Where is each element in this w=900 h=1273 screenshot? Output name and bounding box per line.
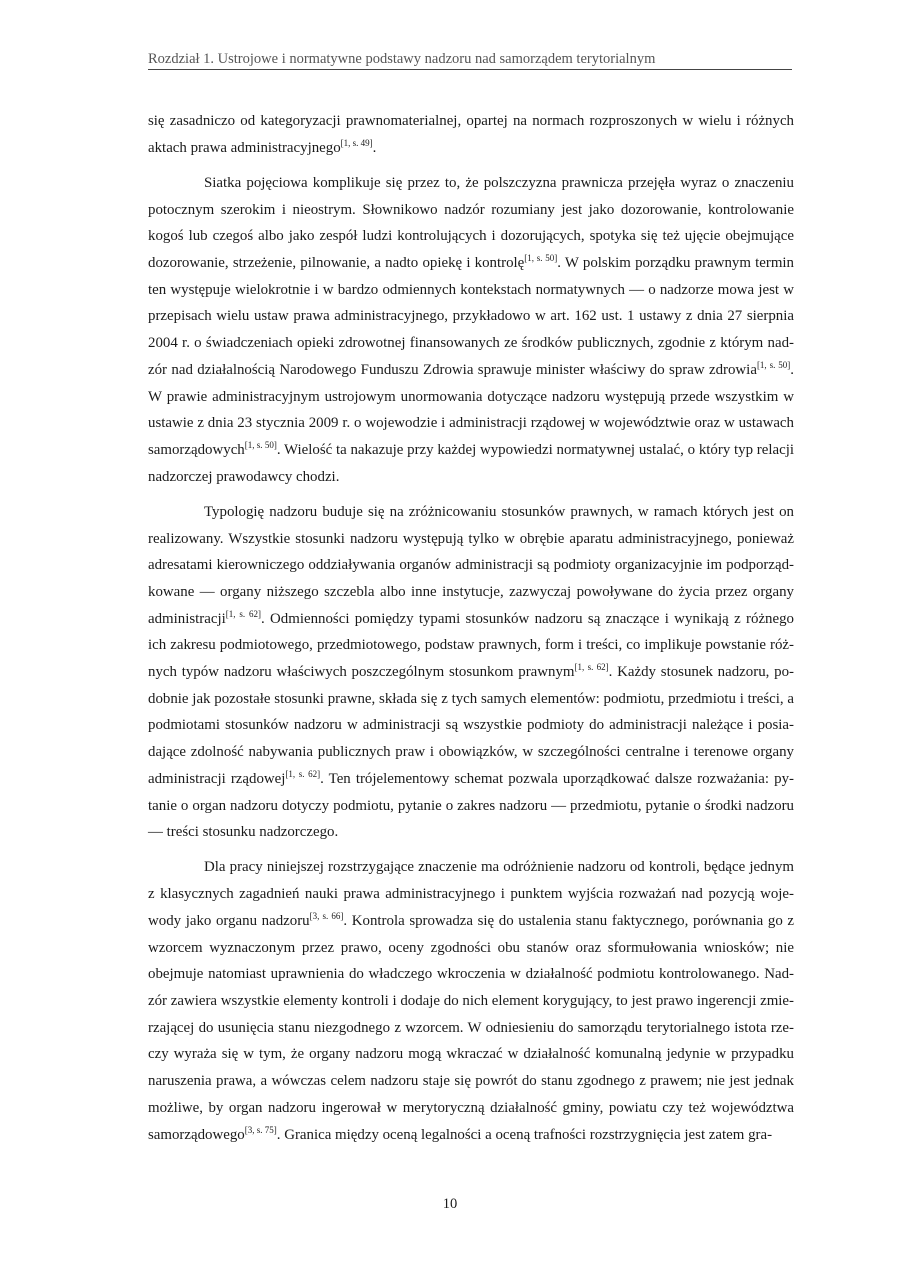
citation: [1, s. 49] (340, 137, 373, 148)
text-segment: . W prawie administracyjnym ustrojowym unormowania dotyczące nadzoru występują przede wszystkim w ustawie z dnia 23 stycznia 2009 r. o wojewodzie i administracji rządowej w województwie oraz w ustawach samorządowych (148, 361, 794, 458)
citation: [1, s. 50] (244, 439, 277, 450)
citation: [1, s. 50] (756, 359, 791, 370)
header-rule (148, 69, 792, 70)
citation: [1, s. 50] (524, 253, 558, 264)
text-segment: . Ten trójelementowy schemat pozwala uporządkować dalsze rozważania: pytanie o organ nadzoru dotyczy podmiotu, pytanie o zakres nadzoru — przedmiotu, pytanie o środki nadzoru — treści stosunku nadzorczego. (148, 770, 794, 841)
citation: [3, s. 66] (309, 910, 344, 921)
text-segment: się zasadniczo od kategoryzacji prawnomaterialnej, opartej na normach rozproszonych w wielu i różnych aktach prawa administracyjnego (148, 113, 794, 156)
text-segment: Dla pracy niniejszej rozstrzygające znaczenie ma odróżnienie nadzoru od kontroli, będące jednym z klasycznych zagadnień nauki prawa administracyjnego i punktem wyjścia rozważań nad pozycją wojewody jako organu nadzoru (148, 859, 794, 929)
citation: [1, s. 62] (574, 662, 609, 673)
paragraph (148, 499, 794, 846)
text-segment: . Kontrola sprowadza się do ustalenia stanu faktycznego, porównania go z wzorcem wyznaczonym przez prawo, oceny zgodności obu stanów oraz sformułowania wniosków; nie obejmuje natomiast uprawnienia do władczego wkroczenia w działalność podmiotu kontrolowanego. Nadzór zawiera wszystkie elementy kontroli i dodaje do nich element korygujący, to jest prawo ingerencji zmierzającej do usunięcia stanu niezgodnego z wzorcem. W odniesieniu do samorządu terytorialnego istota rzeczy wyraża się w tym, że organy nadzoru mogą wkraczać w działalność komunalną jedynie w przypadku naruszenia prawa, a wówczas celem nadzoru staje się powrót do stanu zgodnego z prawem; nie jest jednak możliwe, by organ nadzoru ingerował w merytoryczną działalność gminy, powiatu czy też województwa samorządowego (148, 912, 794, 1143)
running-header: Rozdział 1. Ustrojowe i normatywne podstawy nadzoru nad samorządem terytorialnym (148, 51, 656, 67)
paragraph (148, 108, 794, 161)
citation: [1, s. 62] (285, 768, 321, 779)
paragraph (148, 170, 794, 490)
text-segment: . Każdy stosunek nadzoru, podobnie jak pozostałe stosunki prawne, składa się z tych samych elementów: podmiotu, przedmiotu i treści, a podmiotami stosunków nadzoru w administracji są wszystkie podmioty do administracji należące i posiadające zdolność nabywania publicznych praw i obowiązków, w szczególności centralne i terenowe organy administracji rządowej (148, 664, 795, 787)
paragraph (148, 854, 794, 1148)
page-number: 10 (442, 1196, 458, 1212)
citation: [1, s. 62] (225, 608, 261, 619)
text-segment: . Wielość ta nakazuje przy każdej wypowiedzi normatywnej ustalać, o który typ relacji nadzorczej prawodawcy chodzi. (148, 441, 794, 485)
citation: [3, s. 75] (244, 1124, 277, 1135)
text-segment: . Granica między oceną legalności a oceną trafności rozstrzygnięcia jest zatem gra- (276, 1126, 773, 1143)
text-segment: . (372, 139, 377, 156)
text-segment: Siatka pojęciowa komplikuje się przez to, że polszczyzna prawnicza przejęła wyraz o znaczeniu potocznym szerokim i nieostrym. Słownikowo nadzór rozumiany jest jako dozorowanie, kontrolowanie kogoś lub czegoś albo jako zespół ludzi kontrolujących i dozorujących, spotyka się też ujęcie obejmujące dozorowanie, strzeżenie, pilnowanie, a nadto opiekę i kontrolę (148, 174, 794, 272)
text-segment: . Odmienności pomiędzy typami stosunków nadzoru są znaczące i wynikają z różnego ich zakresu podmiotowego, przedmiotowego, podstaw prawnych, form i treści, co implikuje powstanie różnych typów nadzoru właściwych poszczególnym stosunkom prawnym (148, 610, 794, 681)
text-segment: . W polskim porządku prawnym termin ten występuje wielokrotnie i w bardzo odmiennych kontekstach normatywnych — o nadzorze mowa jest w przepisach wielu ustaw prawa administracyjnego, przykładowo w art. 162 ust. 1 ustawy z dnia 27 sierpnia 2004 r. o świadczeniach opieki zdrowotnej finansowanych ze środków publicznych, zgodnie z którym nadzór nad działalnością Narodowego Funduszu Zdrowia sprawuje minister właściwy do spraw zdrowia (148, 255, 794, 378)
text-segment: Typologię nadzoru buduje się na zróżnicowaniu stosunków prawnych, w ramach których jest on realizowany. Wszystkie stosunki nadzoru występują tylko w obrębie aparatu administracyjnego, ponieważ adresatami kierowniczego oddziaływania organów administracji są podmioty organizacyjnie im podporządkowane — organy niższego szczebla albo inne instytucje, zazwyczaj powoływane do życia przez organy administracji (148, 503, 794, 627)
body-text (148, 108, 794, 1157)
